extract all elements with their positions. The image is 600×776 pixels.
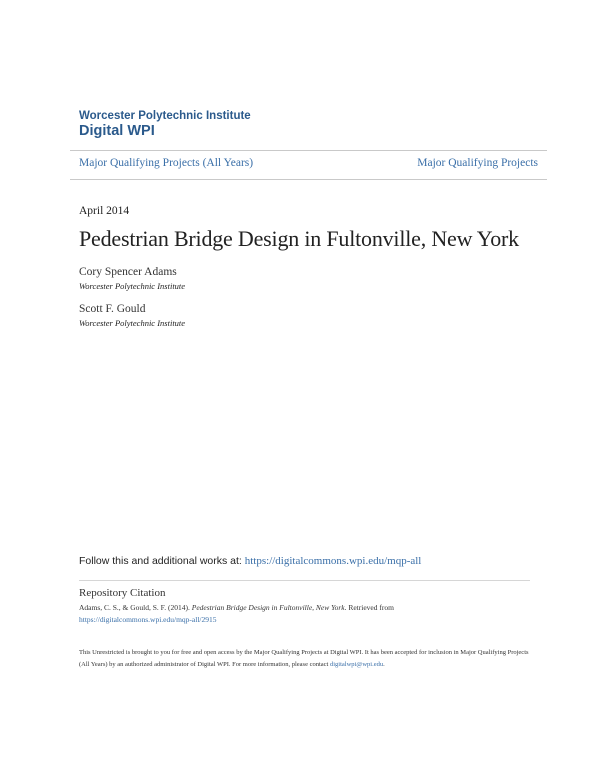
author-affiliation: Worcester Polytechnic Institute [79, 281, 186, 291]
repository-brand[interactable]: Digital WPI [79, 123, 155, 139]
nav-bottom-rule [70, 179, 547, 180]
author-name[interactable]: Scott F. Gould [79, 303, 146, 315]
follow-text: Follow this and additional works at: [79, 555, 245, 567]
citation-authors: Adams, C. S., & Gould, S. F. (2014). [79, 603, 192, 612]
notice-text: This Unrestricted is brought to you for free and open access by the Major Qualifying Projects at Digital WPI. It has been accepted for inclusion in Major Qualifying Projects (All Years) by an authorized administrator of Digital WPI. For more information, please contact [79, 649, 529, 668]
citation-title: Pedestrian Bridge Design in Fultonville, New York [191, 603, 345, 612]
follow-line [79, 555, 421, 567]
author-affiliation: Worcester Polytechnic Institute [79, 318, 186, 328]
citation-text [79, 602, 539, 626]
access-notice [79, 647, 539, 671]
nav-link-all-years[interactable]: Major Qualifying Projects (All Years) [79, 157, 254, 169]
author-name[interactable]: Cory Spencer Adams [79, 266, 177, 278]
nav-link-mqp[interactable]: Major Qualifying Projects [417, 157, 538, 169]
institution-name: Worcester Polytechnic Institute [79, 110, 251, 122]
collection-link[interactable]: https://digitalcommons.wpi.edu/mqp-all [244, 555, 422, 567]
contact-email-link[interactable]: digitalwpi@wpi.edu [329, 661, 384, 668]
nav-top-rule [70, 150, 547, 151]
document-title: Pedestrian Bridge Design in Fultonville, New York [79, 226, 519, 251]
publication-date: April 2014 [79, 205, 130, 217]
citation-heading: Repository Citation [79, 587, 166, 599]
section-divider [79, 580, 530, 581]
citation-link[interactable]: https://digitalcommons.wpi.edu/mqp-all/2915 [79, 615, 217, 624]
citation-retrieved: . Retrieved from [344, 603, 394, 612]
notice-end: . [383, 661, 385, 668]
